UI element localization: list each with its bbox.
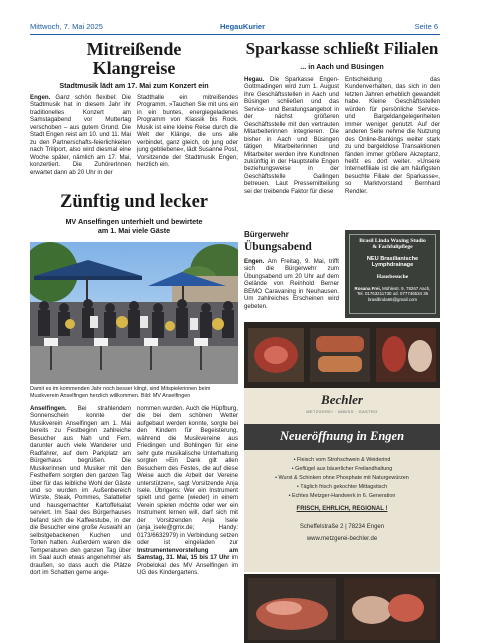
ad-bechler-bullet: • Fleisch vom Strohschwein & Weiderind xyxy=(293,457,391,463)
article2-subtitle-line2: am 1. Mai viele Gäste xyxy=(97,226,171,235)
ad-studio-contact-phone: Tel. 01763211730 od. 077746534 36 xyxy=(356,291,429,297)
article3-col1 xyxy=(244,76,339,219)
article1-title-line1: Mitreißende xyxy=(86,39,182,59)
article3-subtitle: ... in Aach und Büsingen xyxy=(300,62,384,71)
ad-bechler-brand-sub: METZGEREI · IMBISS · GASTRO xyxy=(306,410,378,414)
ad-bechler-brand: Bechler xyxy=(321,392,363,407)
article1-col1 xyxy=(30,94,131,184)
article1-title xyxy=(30,40,238,78)
ad-studio-name-line2: & Fachfußpflege xyxy=(372,244,413,250)
article2-col2-text-a: nommen wurden. Auch die Hüpfburg, die bei dem schönen Wetter aufgebaut werden konnte, sorgte bei den Kindern für Begeisterung, während die Musikvereine aus Friedingen und Bohlingen für eine sehr gute musikalische Unterhaltung sorgten »Ein Dank gilt allen Besuchern des Festes, die auf diese Weise auch die Arbeit der Vereine unterstützen«, sagt Vorsitzende Anja Isele. Übrigens: Wer ein Instrument spielt und gerne (wieder) in einem Verein spielen möchte oder wer ein Instrument lernen will, darf sich mit der Vorsitzenden Anja Isele (anja_isele@gmx.de; Handy: 0173/6632979) in Verbindung setzen oder ist eingeladen zur xyxy=(137,405,238,547)
ad-bechler-bullet: • Täglich frisch gekochter Mittagstisch xyxy=(296,484,388,490)
article1-lead: Engen. xyxy=(30,94,51,101)
ad-studio-name-line1: Brasil Linda Waxing Studio xyxy=(359,238,426,244)
article4-kicker: Bürgerwehr xyxy=(244,230,289,239)
ad-bechler-bullet: • Geflügel aus bäuerlicher Freilandhaltung xyxy=(291,466,393,472)
ad-studio-service xyxy=(345,256,440,268)
article1-subtitle: Stadtmusik lädt am 17. Mai zum Konzert ein xyxy=(59,81,209,90)
article3-title: Sparkasse schließt Filialen xyxy=(245,39,439,58)
article4-text xyxy=(244,258,339,320)
article2-col1 xyxy=(30,405,131,640)
ad-waxing-studio xyxy=(345,230,440,318)
article3-col2: Entscheidung das Kundenverhalten, das sich in den letzten Jahren erheblich gewandelt habe. Kleine Geschäftsstellen würden für persönliche Service- und Bargeldangelegenheiten immer weniger genutzt. Auf der anderen Seite nehme die Nutzung des Online-Bankings weiter stark zu und bargeldlose Transaktionen fänden immer größere Akzeptanz, heißt es dort weiter. »Unsere Internetfiliale ist die am häufigsten besuchte Filiale der Sparkasse«, so Marktvorstand Bernhard Rendler. xyxy=(345,76,440,195)
ad-studio-contact-address: Mühlestr. 9, 78267 Aach, xyxy=(382,286,431,291)
ad-bechler-tagline: FRISCH, EHRLICH, REGIONAL ! xyxy=(296,506,388,512)
ad-bechler-bullets xyxy=(254,456,430,501)
header-rule xyxy=(30,34,440,35)
header-page: Seite 6 xyxy=(414,22,438,31)
photo-caption: Damit es im kommenden Jahr noch besser klingt, sind Mitspielerinnen beim Musikverein Anselfingen herzlich willkommen. Bild: MV Anselfingen xyxy=(30,386,211,399)
ad-studio-service-line1: NEU Brasilianische xyxy=(366,256,419,262)
band-photo xyxy=(30,242,238,384)
article2-col2-bold: Instrumentenvorstellung am Samstag, 31. Mai, 15 bis 17 Uhr xyxy=(137,546,238,562)
article2-col2-text-b: im Probelokal des MV Anselfingen im UG des Kindergartens. xyxy=(137,554,238,576)
article1-title-line2: Klangreise xyxy=(92,57,176,78)
ad-studio-hausbesuche: Hausbesuche xyxy=(376,274,409,280)
article4-title: Übungsabend xyxy=(244,241,312,253)
article4-lead: Engen. xyxy=(244,258,265,265)
header-paper: HegauKurier xyxy=(220,22,266,31)
ad-bechler-bullet: • Echtes Metzger-Handwerk in 6. Generation xyxy=(288,493,396,499)
ad-studio-contact-email[interactable]: brasillinda66@gmail.com xyxy=(367,296,418,302)
article2-title: Zünftig und lecker xyxy=(59,192,209,212)
article2-col2 xyxy=(137,405,238,640)
article3-col1-text: Die Sparkasse Engen-Gottmadingen wird zum 1. August ihre Geschäftsstellen in Aach und Büsingen schließen und das Service- und Beratungsangebot in der nächst größeren Geschäftsstelle mit den vertrauten Mitarbeiterinnen integrieren. Die bisher in Aach und Büsingen tätigen Mitarbeiterinnen und Mitarbeiter werden ihre KundInnen zukünftig in der Hauptstelle Engen beziehungsweise in der Geschäftsstelle Gailingen betreuen. Laut Pressemitteilung sei der treibende Faktor für diese xyxy=(244,76,339,195)
ad-bechler-headline: Neueröffnung in Engen xyxy=(279,429,405,443)
article4-text-body: Am Freitag, 9. Mai, trifft sich die Bürgerwehr zum Übungsabend um 20 Uhr auf dem Gelände von Reinhold Berner BEMO Caravaning in Neuhausen. Um zahlreiches Erscheinen wird gebeten. xyxy=(244,258,339,310)
ad-bechler-address: Scheffelstraße 2 | 78234 Engen xyxy=(299,524,385,530)
article1-col2: Stadthalle ein mitreißendes Programm. »Tauchen Sie mit uns ein in ein buntes, energiegeladenes Programm von Klassik bis Rock. Musik ist eine kleine Reise durch die Welt der Klänge, die uns alle verbindet, ganz gleich, ob jung oder jung gebliebene«, lädt Susanne Post, Vorsitzende der Stadtmusik Engen, herzlich ein. xyxy=(137,94,238,169)
article1-col1-text: Ganz schön flexibel: Die Stadtmusik hat in diesem Jahr ihr traditionelles Konzert am Samstagabend vor Muttertag verschoben – aus gutem Grund. Die Stadt Engen reist am 10. und 11. Mai zu den Partnerschafts-feierlichkeiten nach Triliport, also wird diesmal eine Woche später, nämlich am 17. Mai, konzertiert. Die ZuhörerInnen erwartet dann ab 20 Uhr in der xyxy=(30,94,131,176)
article2-col1-text: Bei strahlendem Sonnenschein konnte der Musikverein Anselfingen am 1. Mai bereits zu Festbeginn zahlreiche Besucher aus Nah und Fern, darunter auch viele Wanderer und Radfahrer, auf dem Parkplatz am Bürgerhaus begrüßen. Die Musikerinnen und Musiker mit den Festhelfern sorgten den ganzen Tag über für das leibliche Wohl der Gäste und so wurden im Außenbereich Würste, Steak, Pommes, Salatteller und hausgemachter Kartoffelsalat serviert. Im Saal des Bürgerhauses befand sich die Kaffeestube, in der die Besucher eine große Auswahl an selbstgebackenen Kuchen und Torten hatten. Außerdem waren die Temperaturen den ganzen Tag über im Saal auch etwas angenehmer als draußen, so dass auch die Plätze dort im Schatten gerne ange- xyxy=(30,405,131,576)
ad-studio-contact-name: Rosana Frei, xyxy=(354,286,381,291)
header-date: Mittwoch, 7. Mai 2025 xyxy=(30,22,103,31)
ad-bechler-bullet: • Wurst & Schinken ohne Phosphate mit Naturgewürzen xyxy=(275,475,409,481)
ad-studio-service-line2: Lymphdrainage xyxy=(371,262,414,268)
ad-bechler xyxy=(244,322,440,643)
ad-bechler-web[interactable]: www.metzgerei-bechler.de xyxy=(306,536,378,542)
ad-studio-contact xyxy=(349,286,436,302)
article3-lead: Hegau. xyxy=(244,76,265,83)
band-photo-illustration xyxy=(30,242,238,384)
article2-lead: Anselfingen. xyxy=(30,405,67,412)
ad-studio-name xyxy=(345,238,440,250)
page-header xyxy=(30,22,438,34)
article2-subtitle xyxy=(30,217,238,235)
article2-subtitle-line1: MV Anselfingen unterhielt und bewirtete xyxy=(65,217,203,226)
